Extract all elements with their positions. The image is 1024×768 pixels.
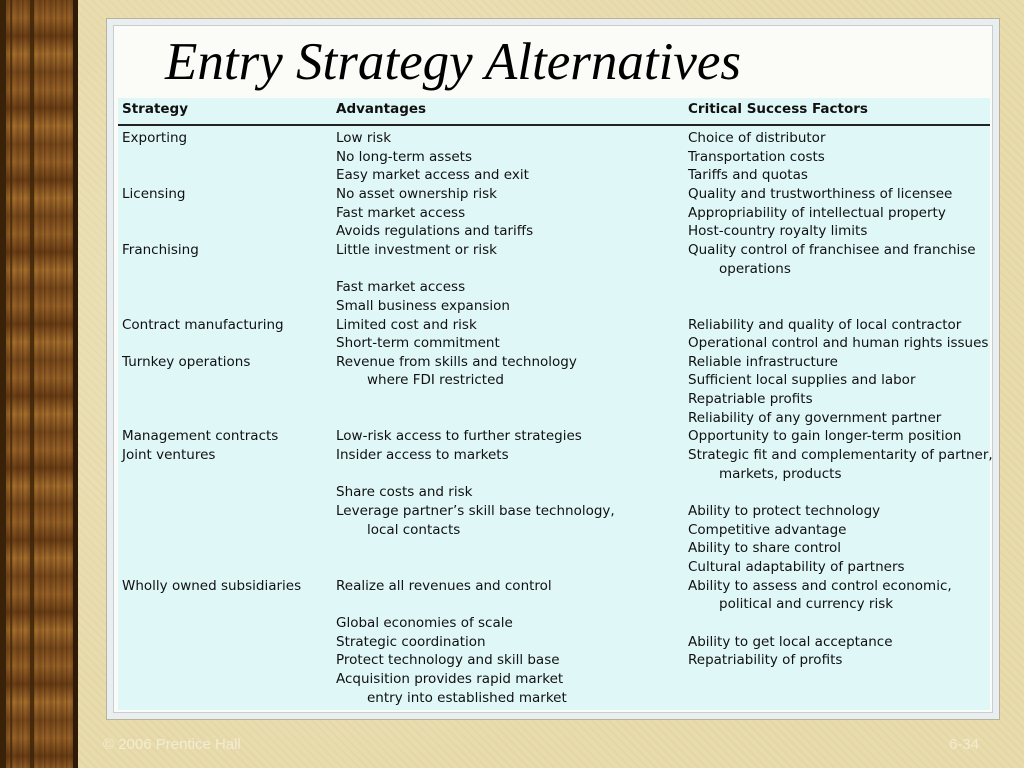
advantage-cell: Low-risk access to further strategies (336, 428, 582, 445)
advantage-cell: Acquisition provides rapid market (336, 670, 564, 687)
success-factor-cell: Ability to assess and control economic, (688, 577, 952, 594)
advantage-cell: No long-term assets (336, 148, 472, 165)
success-factor-cell: Cultural adaptability of partners (688, 558, 905, 575)
strategy-cell: Exporting (122, 130, 188, 146)
success-factor-cell: Tariffs and quotas (688, 167, 808, 184)
success-factor-cell: operations (719, 260, 791, 277)
success-factor-cell: Ability to get local acceptance (688, 633, 893, 650)
success-factor-cell: Appropriability of intellectual property (688, 204, 946, 221)
advantage-cell: Realize all revenues and control (336, 577, 552, 594)
advantage-cell: Protect technology and skill base (336, 652, 560, 669)
advantage-cell: Small business expansion (336, 297, 510, 314)
success-factor-cell: Repatriability of profits (688, 652, 843, 669)
advantage-cell: Share costs and risk (336, 484, 473, 501)
success-factor-cell: Strategic fit and complementarity of partner, (688, 447, 993, 464)
advantage-cell: where FDI restricted (367, 372, 504, 389)
success-factor-cell: Quality control of franchisee and franchise (688, 241, 976, 258)
wood-border-decoration (0, 0, 78, 768)
advantage-cell: Revenue from skills and technology (336, 353, 577, 370)
success-factor-cell: Repatriable profits (688, 391, 813, 408)
advantage-cell: No asset ownership risk (336, 185, 497, 202)
advantage-cell: Little investment or risk (336, 241, 497, 258)
success-factor-cell: markets, products (719, 465, 842, 482)
header-strategy: Strategy (122, 101, 189, 117)
success-factor-cell: Host-country royalty limits (688, 223, 868, 240)
advantage-cell: local contacts (367, 521, 461, 538)
advantage-cell: Leverage partner’s skill base technology, (336, 503, 615, 519)
advantage-cell: Low risk (336, 130, 392, 146)
advantage-cell: Fast market access (336, 279, 466, 296)
table-header-row (118, 98, 990, 126)
strategy-cell: Franchising (122, 241, 199, 258)
strategy-cell: Management contracts (122, 428, 279, 445)
success-factor-cell: Operational control and human rights issues (688, 335, 989, 352)
strategy-cell: Contract manufacturing (122, 316, 284, 333)
header-critical-success-factors: Critical Success Factors (688, 101, 868, 117)
strategy-cell: Joint ventures (122, 447, 216, 464)
copyright-footer: © 2006 Prentice Hall (103, 736, 241, 753)
success-factor-cell: Quality and trustworthiness of licensee (688, 185, 953, 202)
success-factor-cell: Choice of distributor (688, 130, 826, 146)
advantage-cell: entry into established market (367, 689, 567, 706)
entry-strategy-table (118, 98, 993, 710)
strategy-cell: Licensing (122, 185, 186, 202)
success-factor-cell: Competitive advantage (688, 521, 847, 538)
success-factor-cell: Opportunity to gain longer-term position (688, 428, 962, 445)
advantage-cell: Short-term commitment (336, 335, 500, 352)
advantage-cell: Limited cost and risk (336, 316, 477, 333)
advantage-cell: Avoids regulations and tariffs (336, 223, 534, 240)
advantage-cell: Global economies of scale (336, 614, 513, 631)
strategy-cell: Turnkey operations (122, 353, 251, 370)
success-factor-cell: Reliability and quality of local contractor (688, 316, 962, 333)
success-factor-cell: political and currency risk (719, 596, 894, 613)
slide-title: Entry Strategy Alternatives (165, 33, 742, 91)
advantage-cell: Strategic coordination (336, 633, 486, 650)
advantage-cell: Easy market access and exit (336, 167, 529, 184)
success-factor-cell: Ability to share control (688, 540, 841, 557)
header-advantages: Advantages (336, 101, 427, 117)
slide-number: 6-34 (949, 736, 980, 753)
strategy-cell: Wholly owned subsidiaries (122, 577, 302, 594)
advantage-cell: Fast market access (336, 204, 466, 221)
success-factor-cell: Transportation costs (688, 148, 825, 165)
success-factor-cell: Reliable infrastructure (688, 353, 838, 370)
advantage-cell: Insider access to markets (336, 447, 509, 464)
success-factor-cell: Ability to protect technology (688, 503, 881, 519)
success-factor-cell: Sufficient local supplies and labor (688, 372, 916, 389)
success-factor-cell: Reliability of any government partner (688, 409, 942, 426)
